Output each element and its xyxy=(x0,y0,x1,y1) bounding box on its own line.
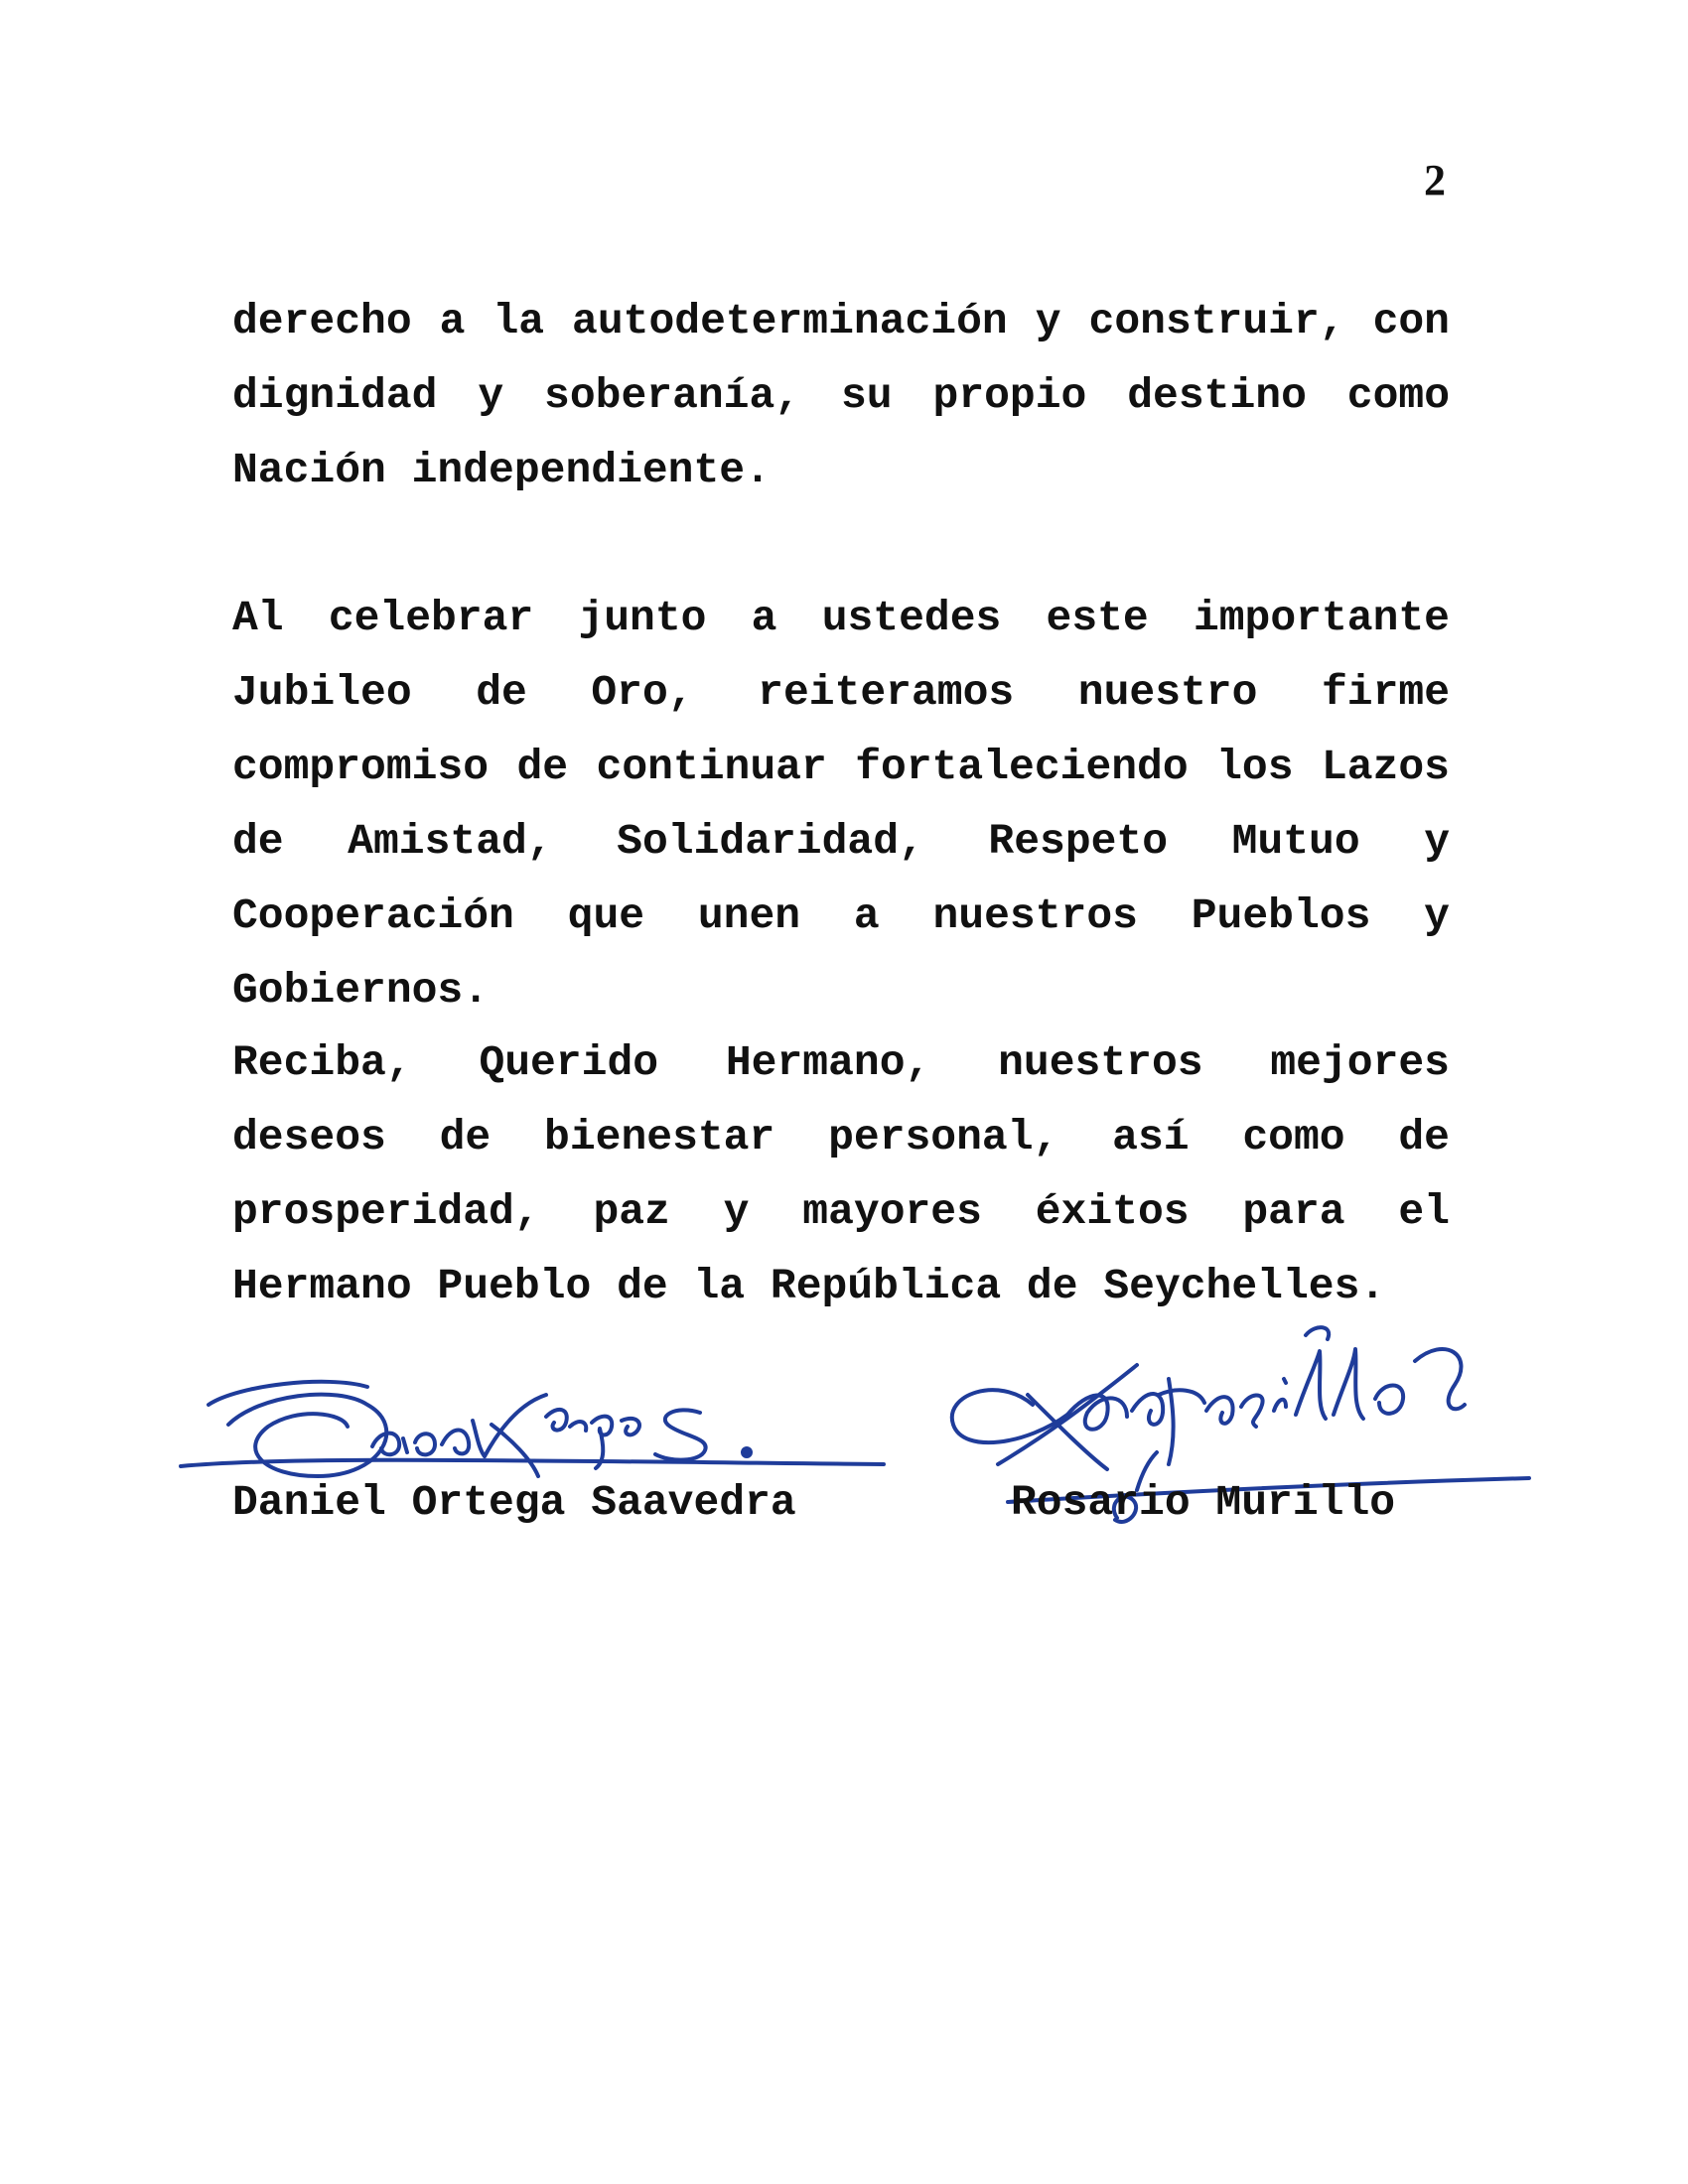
signer-name-murillo: Rosario Murillo xyxy=(1011,1478,1396,1527)
body-paragraph-3: Reciba, Querido Hermano, nuestros mejores deseos de bienestar personal, así como de prosperidad, paz y mayores éxitos para el Hermano Pueblo de la República de Seychelles. xyxy=(232,1038,1450,1310)
body-paragraph-1: derecho a la autodeterminación y construir, con dignidad y soberanía, su propio destino como Nación independiente. xyxy=(232,297,1450,494)
page-number: 2 xyxy=(1424,156,1446,205)
signer-name-ortega: Daniel Ortega Saavedra xyxy=(232,1478,796,1527)
body-paragraph-2: Al celebrar junto a ustedes este importante Jubileo de Oro, reiteramos nuestro firme compromiso de continuar fortaleciendo los Lazos de Amistad, Solidaridad, Respeto Mutuo y Cooperación que unen a nuestros Pueblos y Gobiernos. xyxy=(232,594,1450,1015)
